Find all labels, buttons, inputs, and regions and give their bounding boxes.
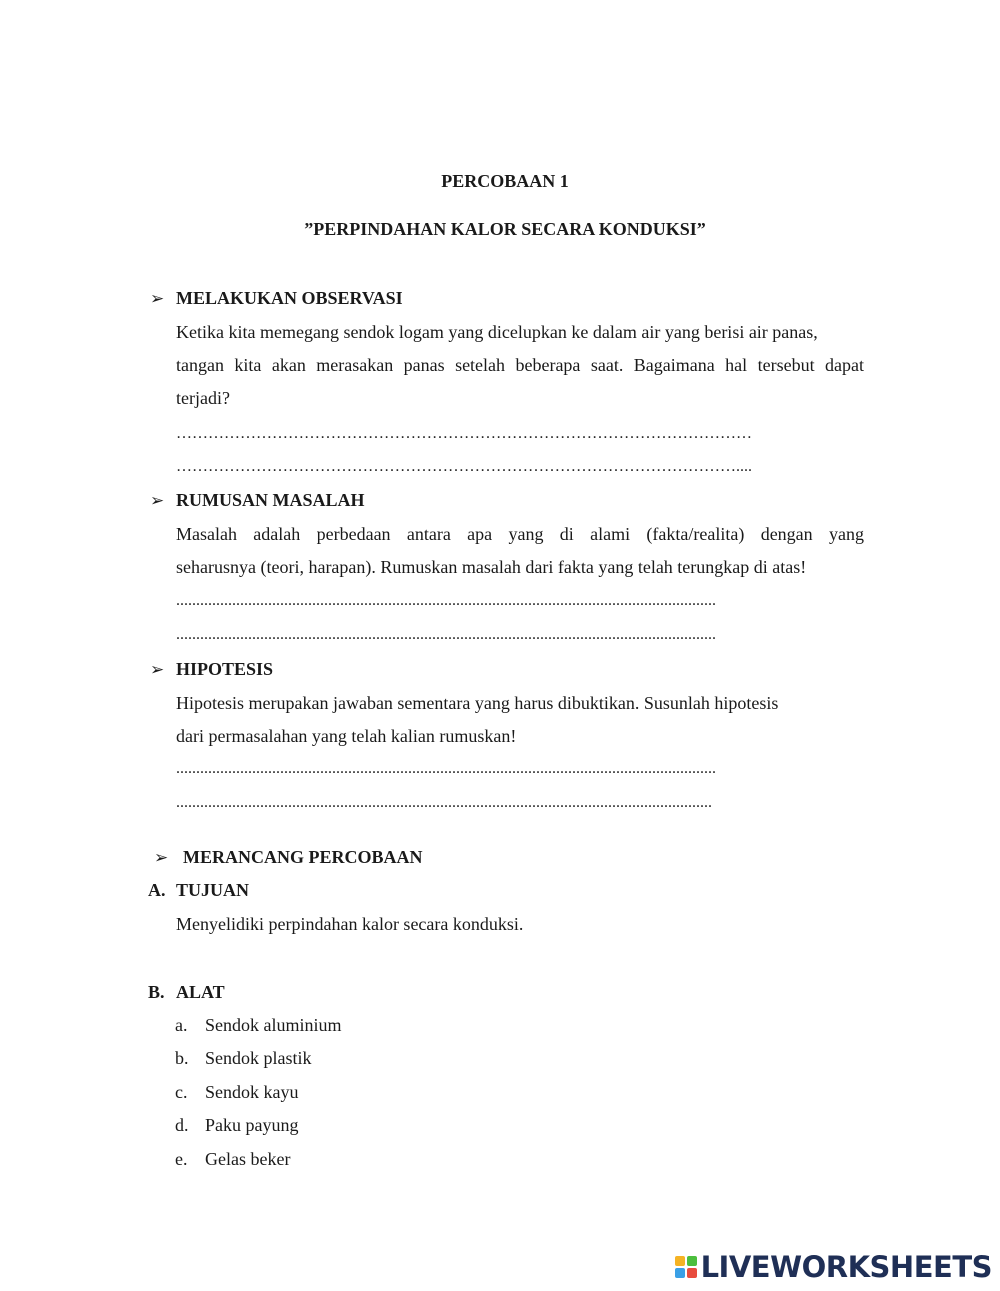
bullet-arrow-icon: ➢ xyxy=(150,289,165,308)
liveworksheets-logo-icon xyxy=(675,1256,697,1278)
section-heading-merancang-percobaan: MERANCANG PERCOBAAN xyxy=(183,847,423,867)
page-title: PERCOBAAN 1 xyxy=(441,171,569,191)
bullet-arrow-icon: ➢ xyxy=(150,491,165,510)
list-item: Sendok plastik xyxy=(205,1048,312,1068)
page-subtitle: ”PERPINDAHAN KALOR SECARA KONDUKSI” xyxy=(304,219,706,239)
part-heading-alat: ALAT xyxy=(176,982,225,1002)
list-item-letter: b. xyxy=(175,1048,189,1068)
logo-tile xyxy=(675,1268,685,1278)
part-heading-tujuan: TUJUAN xyxy=(176,880,250,900)
list-item: Sendok kayu xyxy=(205,1082,299,1102)
observasi-text-line-2: tangan kita akan merasakan panas setelah beberapa saat. Bagaimana hal tersebut dapat xyxy=(176,355,864,375)
list-item: Sendok aluminium xyxy=(205,1015,342,1035)
brand-name: LIVEWORKSHEETS xyxy=(700,1250,992,1284)
rumusan-text-line-2: seharusnya (teori, harapan). Rumuskan masalah dari fakta yang telah terungkap di atas! xyxy=(176,557,807,577)
list-item-letter: c. xyxy=(175,1082,188,1102)
brand-watermark xyxy=(675,1249,992,1285)
bullet-arrow-icon: ➢ xyxy=(154,848,169,867)
section-heading-rumusan-masalah: RUMUSAN MASALAH xyxy=(176,490,365,510)
answer-line[interactable]: ....................................................................................................................................... xyxy=(176,592,716,609)
section-heading-hipotesis: HIPOTESIS xyxy=(176,659,274,679)
part-letter-b: B. xyxy=(148,982,165,1002)
answer-line[interactable]: ……………………………………………………………………………………………… xyxy=(176,425,752,442)
answer-line[interactable]: …………………………………………………………………………………………….... xyxy=(176,458,752,475)
answer-line[interactable]: ...................................................................................................................................... xyxy=(176,794,712,811)
part-letter-a: A. xyxy=(148,880,166,900)
list-item: Gelas beker xyxy=(205,1149,291,1169)
hipotesis-text-line-1: Hipotesis merupakan jawaban sementara yang harus dibuktikan. Susunlah hipotesis xyxy=(176,693,779,713)
observasi-text-line-3: terjadi? xyxy=(176,388,230,408)
list-item-letter: e. xyxy=(175,1149,188,1169)
section-heading-observasi: MELAKUKAN OBSERVASI xyxy=(176,288,403,308)
logo-tile xyxy=(687,1256,697,1266)
answer-line[interactable]: ....................................................................................................................................... xyxy=(176,760,716,777)
list-item: Paku payung xyxy=(205,1115,299,1135)
logo-tile xyxy=(687,1268,697,1278)
rumusan-text-line-1: Masalah adalah perbedaan antara apa yang di alami (fakta/realita) dengan yang xyxy=(176,524,864,544)
tujuan-text: Menyelidiki perpindahan kalor secara konduksi. xyxy=(176,914,524,934)
list-item-letter: a. xyxy=(175,1015,188,1035)
list-item-letter: d. xyxy=(175,1115,189,1135)
logo-tile xyxy=(675,1256,685,1266)
hipotesis-text-line-2: dari permasalahan yang telah kalian rumuskan! xyxy=(176,726,517,746)
answer-line[interactable]: ....................................................................................................................................... xyxy=(176,626,716,643)
bullet-arrow-icon: ➢ xyxy=(150,660,165,679)
observasi-text-line-1: Ketika kita memegang sendok logam yang dicelupkan ke dalam air yang berisi air panas, xyxy=(176,322,818,342)
